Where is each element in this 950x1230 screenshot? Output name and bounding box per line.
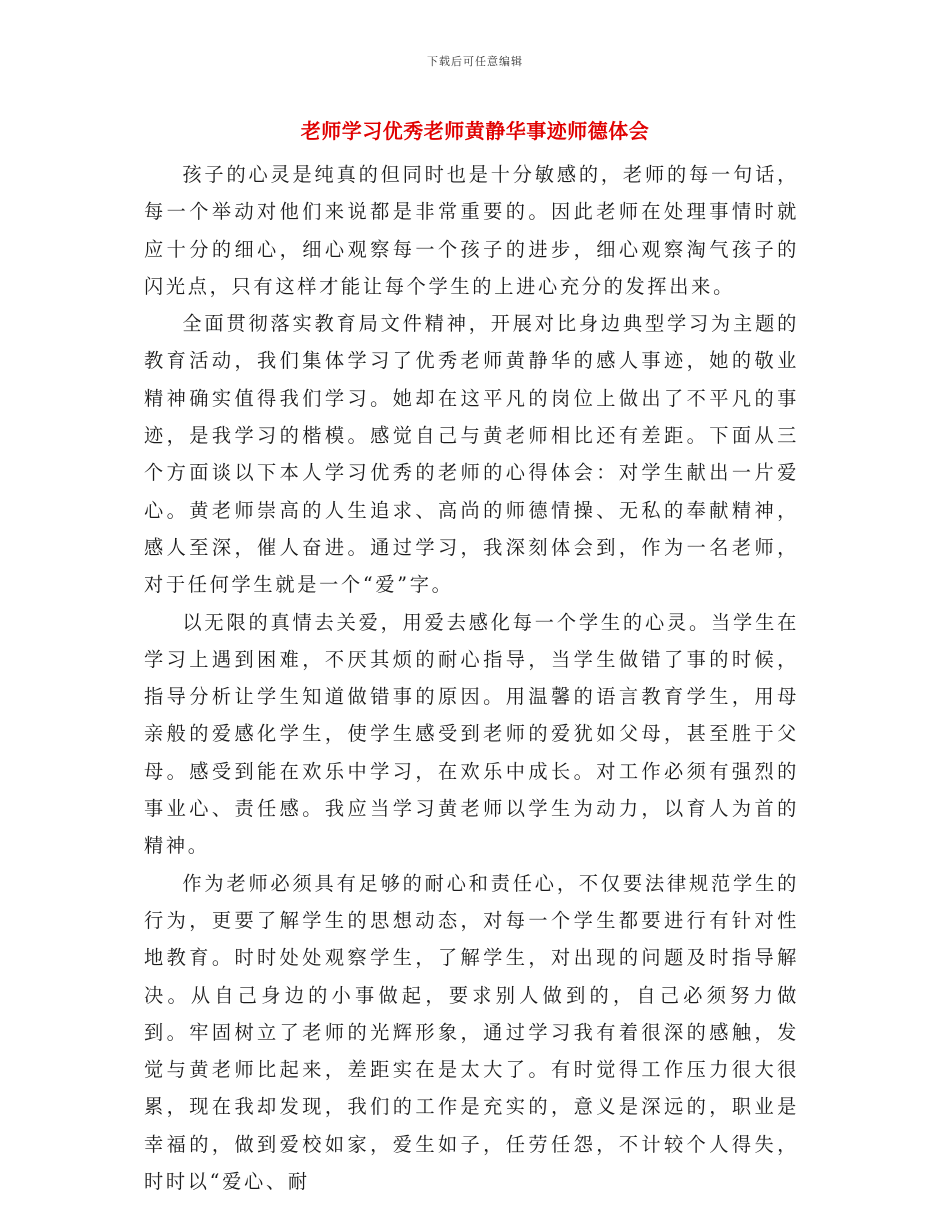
paragraph-4: 作为老师必须具有足够的耐心和责任心，不仅要法律规范学生的行为，更要了解学生的思想动态，对每一个学生都要进行有针对性地教育。时时处处观察学生，了解学生，对出现的问题及时指导解决。从自己身边的小事做起，要求别人做到的，自己必须努力做到。牢固树立了老师的光辉形象，通过学习我有着很深的感触，发觉与黄老师比起来，差距实在是太大了。有时觉得工作压力很大很累，现在我却发现，我们的工作是充实的，意义是深远的，职业是幸福的，做到爱校如家，爱生如子，任劳任怨，不计较个人得失，时时以“爱心、耐 (144, 871, 799, 1194)
document-title: 老师学习优秀老师黄静华事迹师德体会 (300, 119, 650, 143)
paragraph-3: 以无限的真情去关爱，用爱去感化每一个学生的心灵。当学生在学习上遇到困难，不厌其烦的耐心指导，当学生做错了事的时候，指导分析让学生知道做错事的原因。用温馨的语言教育学生，用母亲般的爱感化学生，使学生感受到老师的爱犹如父母，甚至胜于父母。感受到能在欢乐中学习，在欢乐中成长。对工作必须有强烈的事业心、责任感。我应当学习黄老师以学生为动力，以育人为首的精神。 (144, 610, 799, 858)
paragraph-1: 孩子的心灵是纯真的但同时也是十分敏感的，老师的每一句话，每一个举动对他们来说都是非常重要的。因此老师在处理事情时就应十分的细心，细心观察每一个孩子的进步，细心观察淘气孩子的闪光点，只有这样才能让每个学生的上进心充分的发挥出来。 (144, 163, 799, 298)
page-header: 下载后可任意编辑 (427, 55, 523, 68)
document-body (144, 156, 799, 1200)
paragraph-2: 全面贯彻落实教育局文件精神，开展对比身边典型学习为主题的教育活动，我们集体学习了优秀老师黄静华的感人事迹，她的敬业精神确实值得我们学习。她却在这平凡的岗位上做出了不平凡的事迹，是我学习的楷模。感觉自己与黄老师相比还有差距。下面从三个方面谈以下本人学习优秀的老师的心得体会：对学生献出一片爱心。黄老师崇高的人生追求、高尚的师德情操、无私的奉献精神，感人至深，催人奋进。通过学习，我深刻体会到，作为一名老师，对于任何学生就是一个“爱”字。 (144, 312, 799, 597)
